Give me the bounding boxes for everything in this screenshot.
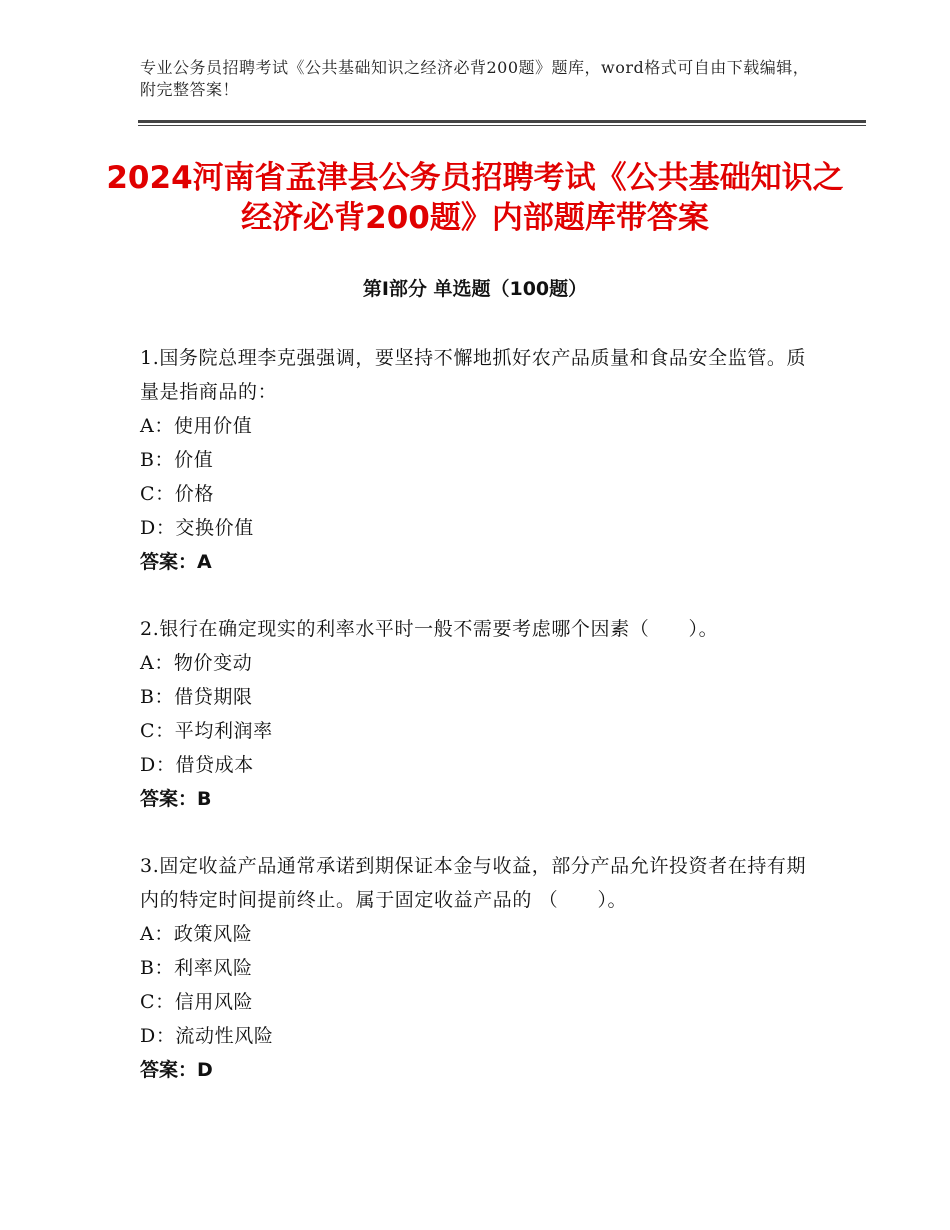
answer-label: 答案：D xyxy=(140,1059,213,1081)
section-title: 第Ⅰ部分 单选题（100题） xyxy=(362,278,588,300)
option-d: D：交换价值 xyxy=(140,517,254,539)
option-c: C：信用风险 xyxy=(140,991,254,1013)
option-b: B：利率风险 xyxy=(140,957,253,979)
divider-thick-line xyxy=(138,120,866,123)
option-a: A：物价变动 xyxy=(140,652,253,674)
question-stem: 2.银行在确定现实的利率水平时一般不需要考虑哪个因素（ ）。 xyxy=(140,618,719,640)
answer-label: 答案：A xyxy=(140,551,212,573)
question-3 xyxy=(140,849,820,1087)
option-b: B：借贷期限 xyxy=(140,686,253,708)
question-2 xyxy=(140,612,820,816)
question-list xyxy=(140,341,820,1120)
question-stem: 3.固定收益产品通常承诺到期保证本金与收益，部分产品允许投资者在持有期内的特定时间提前终止。属于固定收益产品的 （ ）。 xyxy=(140,855,807,911)
divider-thin-line xyxy=(138,125,866,126)
header-note: 专业公务员招聘考试《公共基础知识之经济必背200题》题库，word格式可自由下载编辑，附完整答案！ xyxy=(140,58,810,99)
option-c: C：价格 xyxy=(140,483,214,505)
option-b: B：价值 xyxy=(140,449,214,471)
header-divider xyxy=(138,120,866,126)
answer-label: 答案：B xyxy=(140,788,212,810)
option-d: D：借贷成本 xyxy=(140,754,254,776)
question-stem: 1.国务院总理李克强强调，要坚持不懈地抓好农产品质量和食品安全监管。质量是指商品的： xyxy=(140,347,807,403)
option-d: D：流动性风险 xyxy=(140,1025,274,1047)
option-c: C：平均利润率 xyxy=(140,720,273,742)
option-a: A：使用价值 xyxy=(140,415,253,437)
document-title: 2024河南省孟津县公务员招聘考试《公共基础知识之经济必背200题》内部题库带答案 xyxy=(106,160,844,236)
option-a: A：政策风险 xyxy=(140,923,253,945)
question-1 xyxy=(140,341,820,579)
